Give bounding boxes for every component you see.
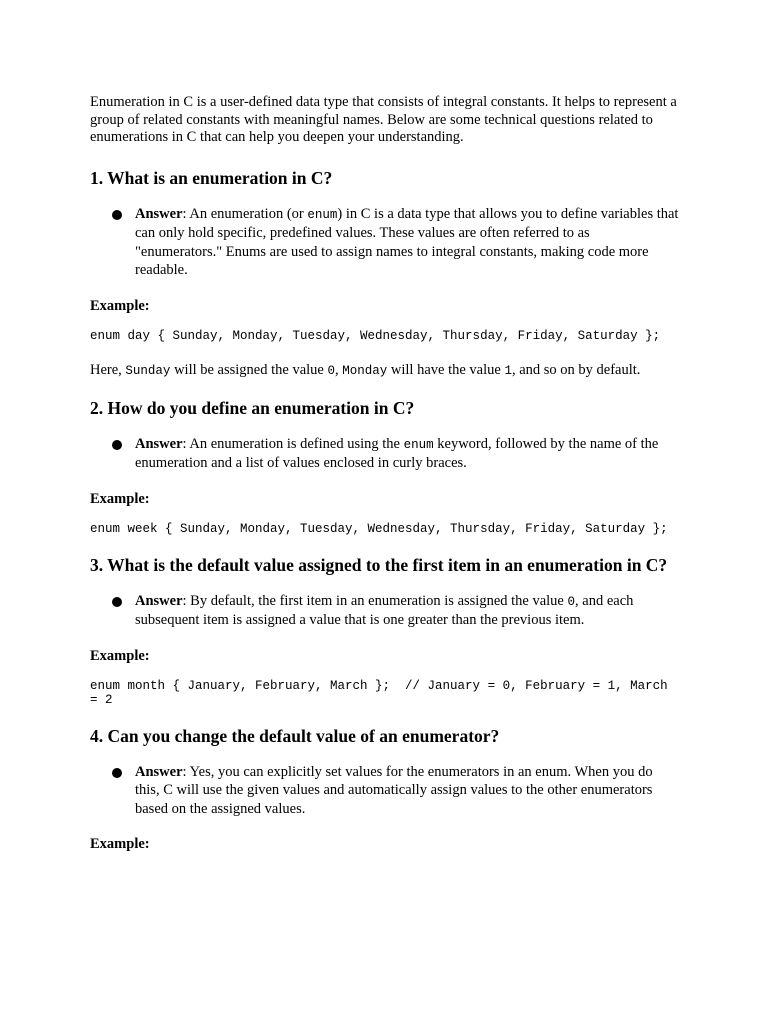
explanation-text: Here,: [90, 361, 126, 378]
answer-label: Answer: [135, 205, 183, 222]
answer-text: , and each subsequent item is assigned a value that is one greater than the previous item.: [135, 592, 634, 628]
example-label: Example:: [90, 647, 150, 664]
example-label: Example:: [90, 836, 150, 852]
answer-text: ) in C is a data type that allows you to define variables that can only hold specific, predefined values. These values are often referred to as "enumerators." Enums are used to assign names to integral constants, making code more readable.: [135, 205, 679, 278]
explanation-text: ,: [335, 361, 343, 378]
question-3-answer: [90, 592, 680, 630]
explanation-text: will have the value: [387, 361, 505, 378]
answer-text: : An enumeration (or: [182, 205, 308, 222]
bullet-icon: [112, 440, 122, 450]
intro-paragraph: Enumeration in C is a user-defined data type that consists of integral constants. It helps to represent a group of related constants with meaningful names. Below are some technical questions related to enumerations in C that can help you deepen your understanding.: [90, 94, 677, 145]
explanation-text: , and so on by default.: [511, 361, 641, 378]
question-4-answer: [90, 763, 680, 819]
answer-text: : By default, the first item in an enumeration is assigned the value: [182, 592, 568, 609]
example-label: Example:: [90, 297, 150, 314]
code-block: enum day { Sunday, Monday, Tuesday, Wednesday, Thursday, Friday, Saturday };: [90, 328, 661, 343]
question-4-heading: 4. Can you change the default value of an enumerator?: [90, 725, 500, 746]
question-1-answer: [90, 205, 680, 280]
bullet-icon: [112, 597, 122, 607]
inline-code: Monday: [342, 363, 388, 378]
inline-code: 1: [504, 363, 512, 378]
code-block: enum week { Sunday, Monday, Tuesday, Wednesday, Thursday, Friday, Saturday };: [90, 521, 668, 536]
question-3-heading: 3. What is the default value assigned to the first item in an enumeration in C?: [90, 554, 668, 575]
explanation-paragraph: [90, 361, 680, 380]
explanation-text: will be assigned the value: [170, 361, 328, 378]
inline-code: enum: [403, 437, 434, 452]
answer-text: keyword, followed by the name of the enumeration and a list of values enclosed in curly braces.: [135, 435, 659, 471]
example-label: Example:: [90, 490, 150, 507]
inline-code: enum: [307, 207, 338, 222]
inline-code: 0: [567, 594, 576, 609]
answer-text: : Yes, you can explicitly set values for the enumerators in an enum. When you do this, C will use the given values and automatically assign values to the other enumerators based on the assigned values.: [135, 763, 653, 817]
code-block: enum month { January, February, March }; // January = 0, February = 1, March = 2: [90, 678, 676, 707]
document-content: [90, 94, 680, 867]
inline-code: Sunday: [125, 363, 171, 378]
question-2-heading: 2. How do you define an enumeration in C?: [90, 397, 415, 418]
answer-text: : An enumeration is defined using the: [182, 435, 404, 452]
bullet-icon: [112, 210, 122, 220]
answer-label: Answer: [135, 592, 183, 609]
inline-code: 0: [327, 363, 335, 378]
bullet-icon: [112, 768, 122, 778]
question-2-answer: [90, 435, 680, 473]
answer-label: Answer: [135, 763, 183, 780]
question-1-heading: 1. What is an enumeration in C?: [90, 167, 333, 188]
answer-label: Answer: [135, 435, 183, 452]
